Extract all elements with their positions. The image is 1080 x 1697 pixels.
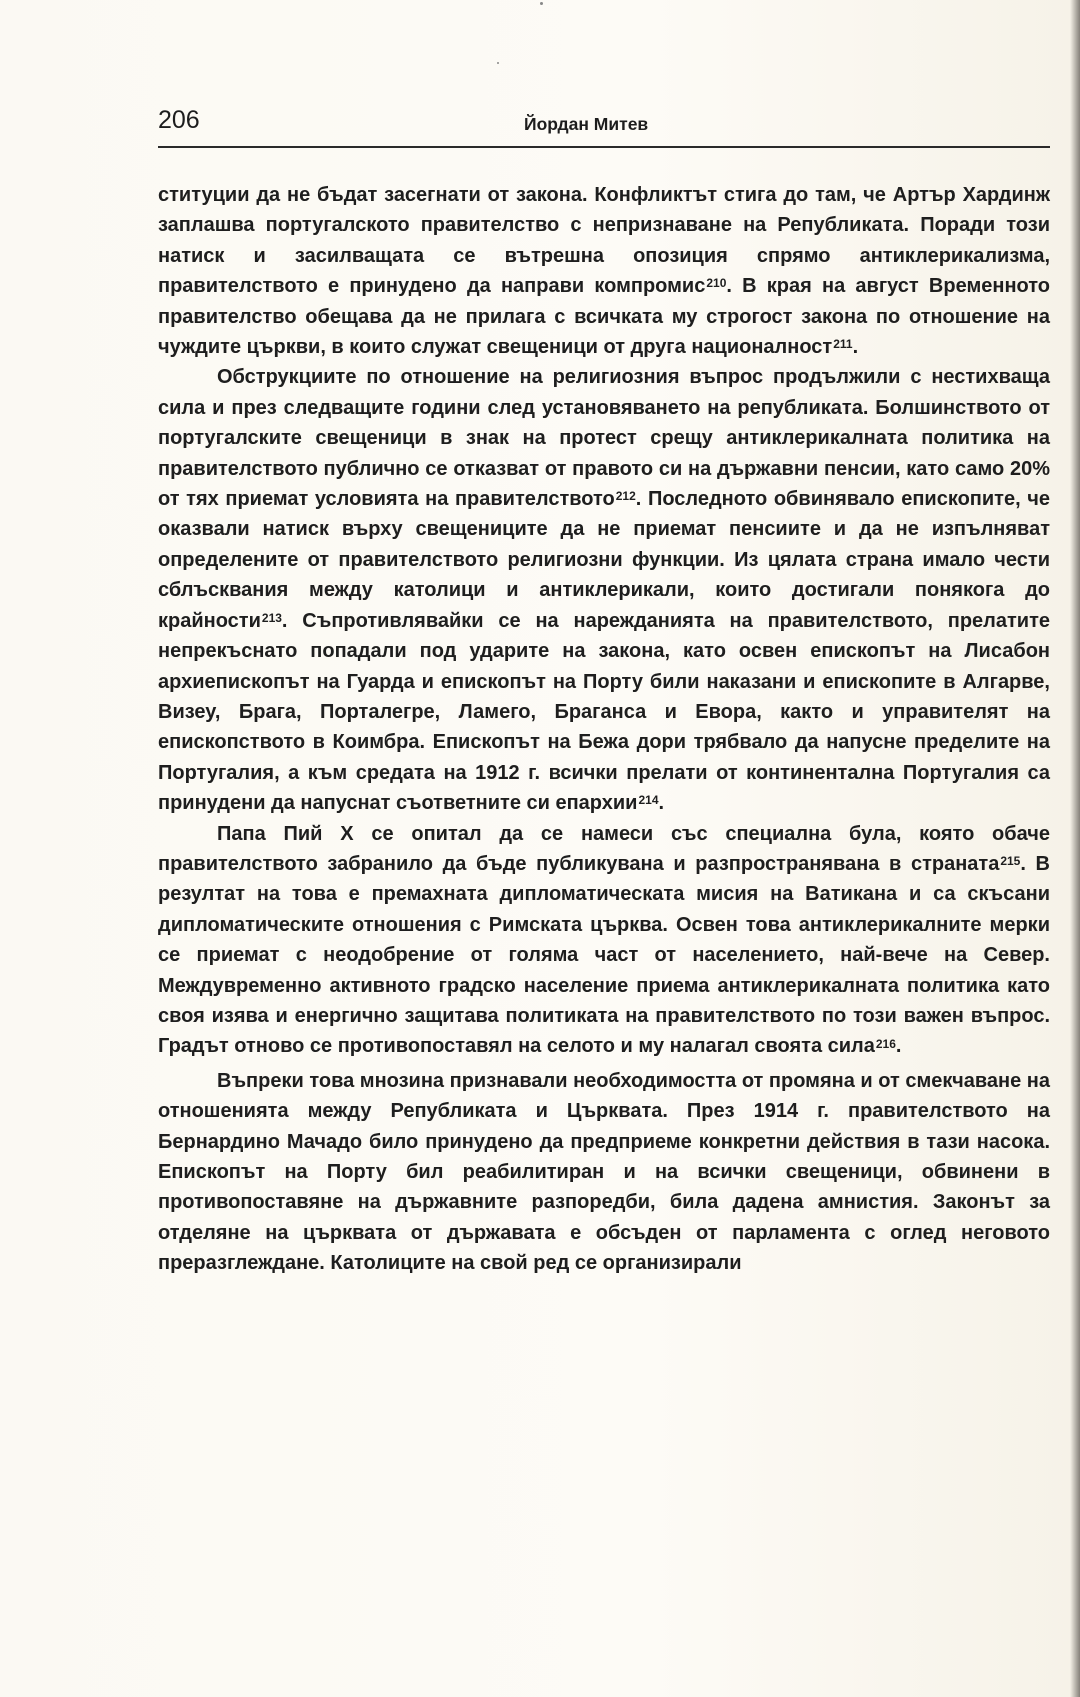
paragraph bbox=[158, 180, 1050, 362]
page-edge-shadow bbox=[1070, 0, 1080, 1697]
paragraph bbox=[158, 819, 1050, 1062]
footnote-ref: 212 bbox=[615, 489, 636, 504]
paragraph-text: Папа Пий X се опитал да се намеси със специална була, която обаче правителството забранило да бъде публикувана и разпространявана в страната bbox=[158, 822, 1050, 875]
paragraph-text: Обструкциите по отношение на религиозния въпрос продължили с нестихваща сила и през следващите години след установяването на републиката. Болшинството от португалските свещеници в знак на протест срещу антиклерикалната политика на правителството публично се отказват от правото си на държавни пенсии, като само 20% от тях приемат условията на правителството bbox=[158, 366, 1050, 511]
paragraph-text: . bbox=[852, 336, 859, 359]
footnote-ref: 213 bbox=[261, 610, 282, 625]
scan-speck bbox=[540, 2, 543, 5]
paragraph bbox=[158, 1066, 1050, 1279]
paragraph-text: . Съпротивлявайки се на нарежданията на правителството, прелатите непрекъснато попадали под ударите на закона, като освен епископът на Лисабон архиепископът на Гуарда и епископът на Порту били наказани и епископите в Алгарве, Визеу, Брага, Порталегре, Ламего, Браганса и Евора, както и управителят на епископството в Коимбра. Епископът на Бежа дори трябвало да напусне пределите на Португалия, а към средата на 1912 г. всички прелати от континентална Португалия са принудени да напуснат съответните си епархии bbox=[158, 609, 1050, 815]
paragraph-text: . В края на август Временното правителство обещава да не прилага с всичката му строгост закона по отношение на чуждите църкви, в които служат свещеници от друга националност bbox=[158, 275, 1050, 359]
paragraph-text: ституции да не бъдат засегнати от закона. Конфликтът стига до там, че Артър Хардинж заплашва португалското правителство с непризнаване на Републиката. Поради този натиск и засилващата се вътрешна опозиция спрямо антиклерикализма, правителството е принудено да направи компромис bbox=[158, 184, 1050, 298]
scan-speck bbox=[497, 62, 499, 64]
footnote-ref: 211 bbox=[833, 337, 853, 352]
paragraph bbox=[158, 362, 1050, 818]
paragraph-text: . Последното обвинявало епископите, че оказвали натиск върху свещениците да не приемат пенсиите и да не изпълняват определените от правителството религиозни функции. Из цялата страна имало чести сблъсквания между католици и антиклерикали, които достигали понякога до крайности bbox=[158, 488, 1050, 632]
footnote-ref: 210 bbox=[706, 276, 727, 291]
body-text bbox=[158, 180, 1050, 1279]
header-rule bbox=[158, 146, 1050, 148]
paragraph-text: Въпреки това мнозина признавали необходимостта от промяна и от смекчаване на отношенията между Републиката и Църквата. През 1914 г. правителството на Бернардино Мачадо било принудено да предприеме конкретни действия в тази насока. Епископът на Порту бил реабилитиран и на всички свещеници, обвинени в противопоставяне на държавните разпоредби, била дадена амнистия. Законът за отделяне на църквата от държавата е обсъден от парламента с оглед неговото преразглеждане. Католиците на свой ред се организирали bbox=[158, 1069, 1050, 1275]
paragraph-text: . bbox=[658, 792, 665, 815]
footnote-ref: 216 bbox=[875, 1036, 896, 1051]
running-title: Йордан Митев bbox=[524, 114, 649, 134]
page-number: 206 bbox=[158, 106, 200, 134]
footnote-ref: 215 bbox=[1000, 854, 1021, 869]
paragraph-text: . В резултат на това е премахната дипломатическата мисия на Ватикана и са скъсани дипломатическите отношения с Римската църква. Освен това антиклерикалните мерки се приемат с неодобрение от голяма част от населението, най-вече на Север. Междувременно активното градско население приема антиклерикалната политика като своя изява и енергично защитава политиката на правителството по този важен въпрос. Градът отново се противопоставял на селото и му налагал своята сила bbox=[158, 852, 1050, 1058]
paragraph-text: . bbox=[895, 1035, 902, 1058]
page-header bbox=[158, 106, 1050, 146]
footnote-ref: 214 bbox=[638, 793, 659, 808]
